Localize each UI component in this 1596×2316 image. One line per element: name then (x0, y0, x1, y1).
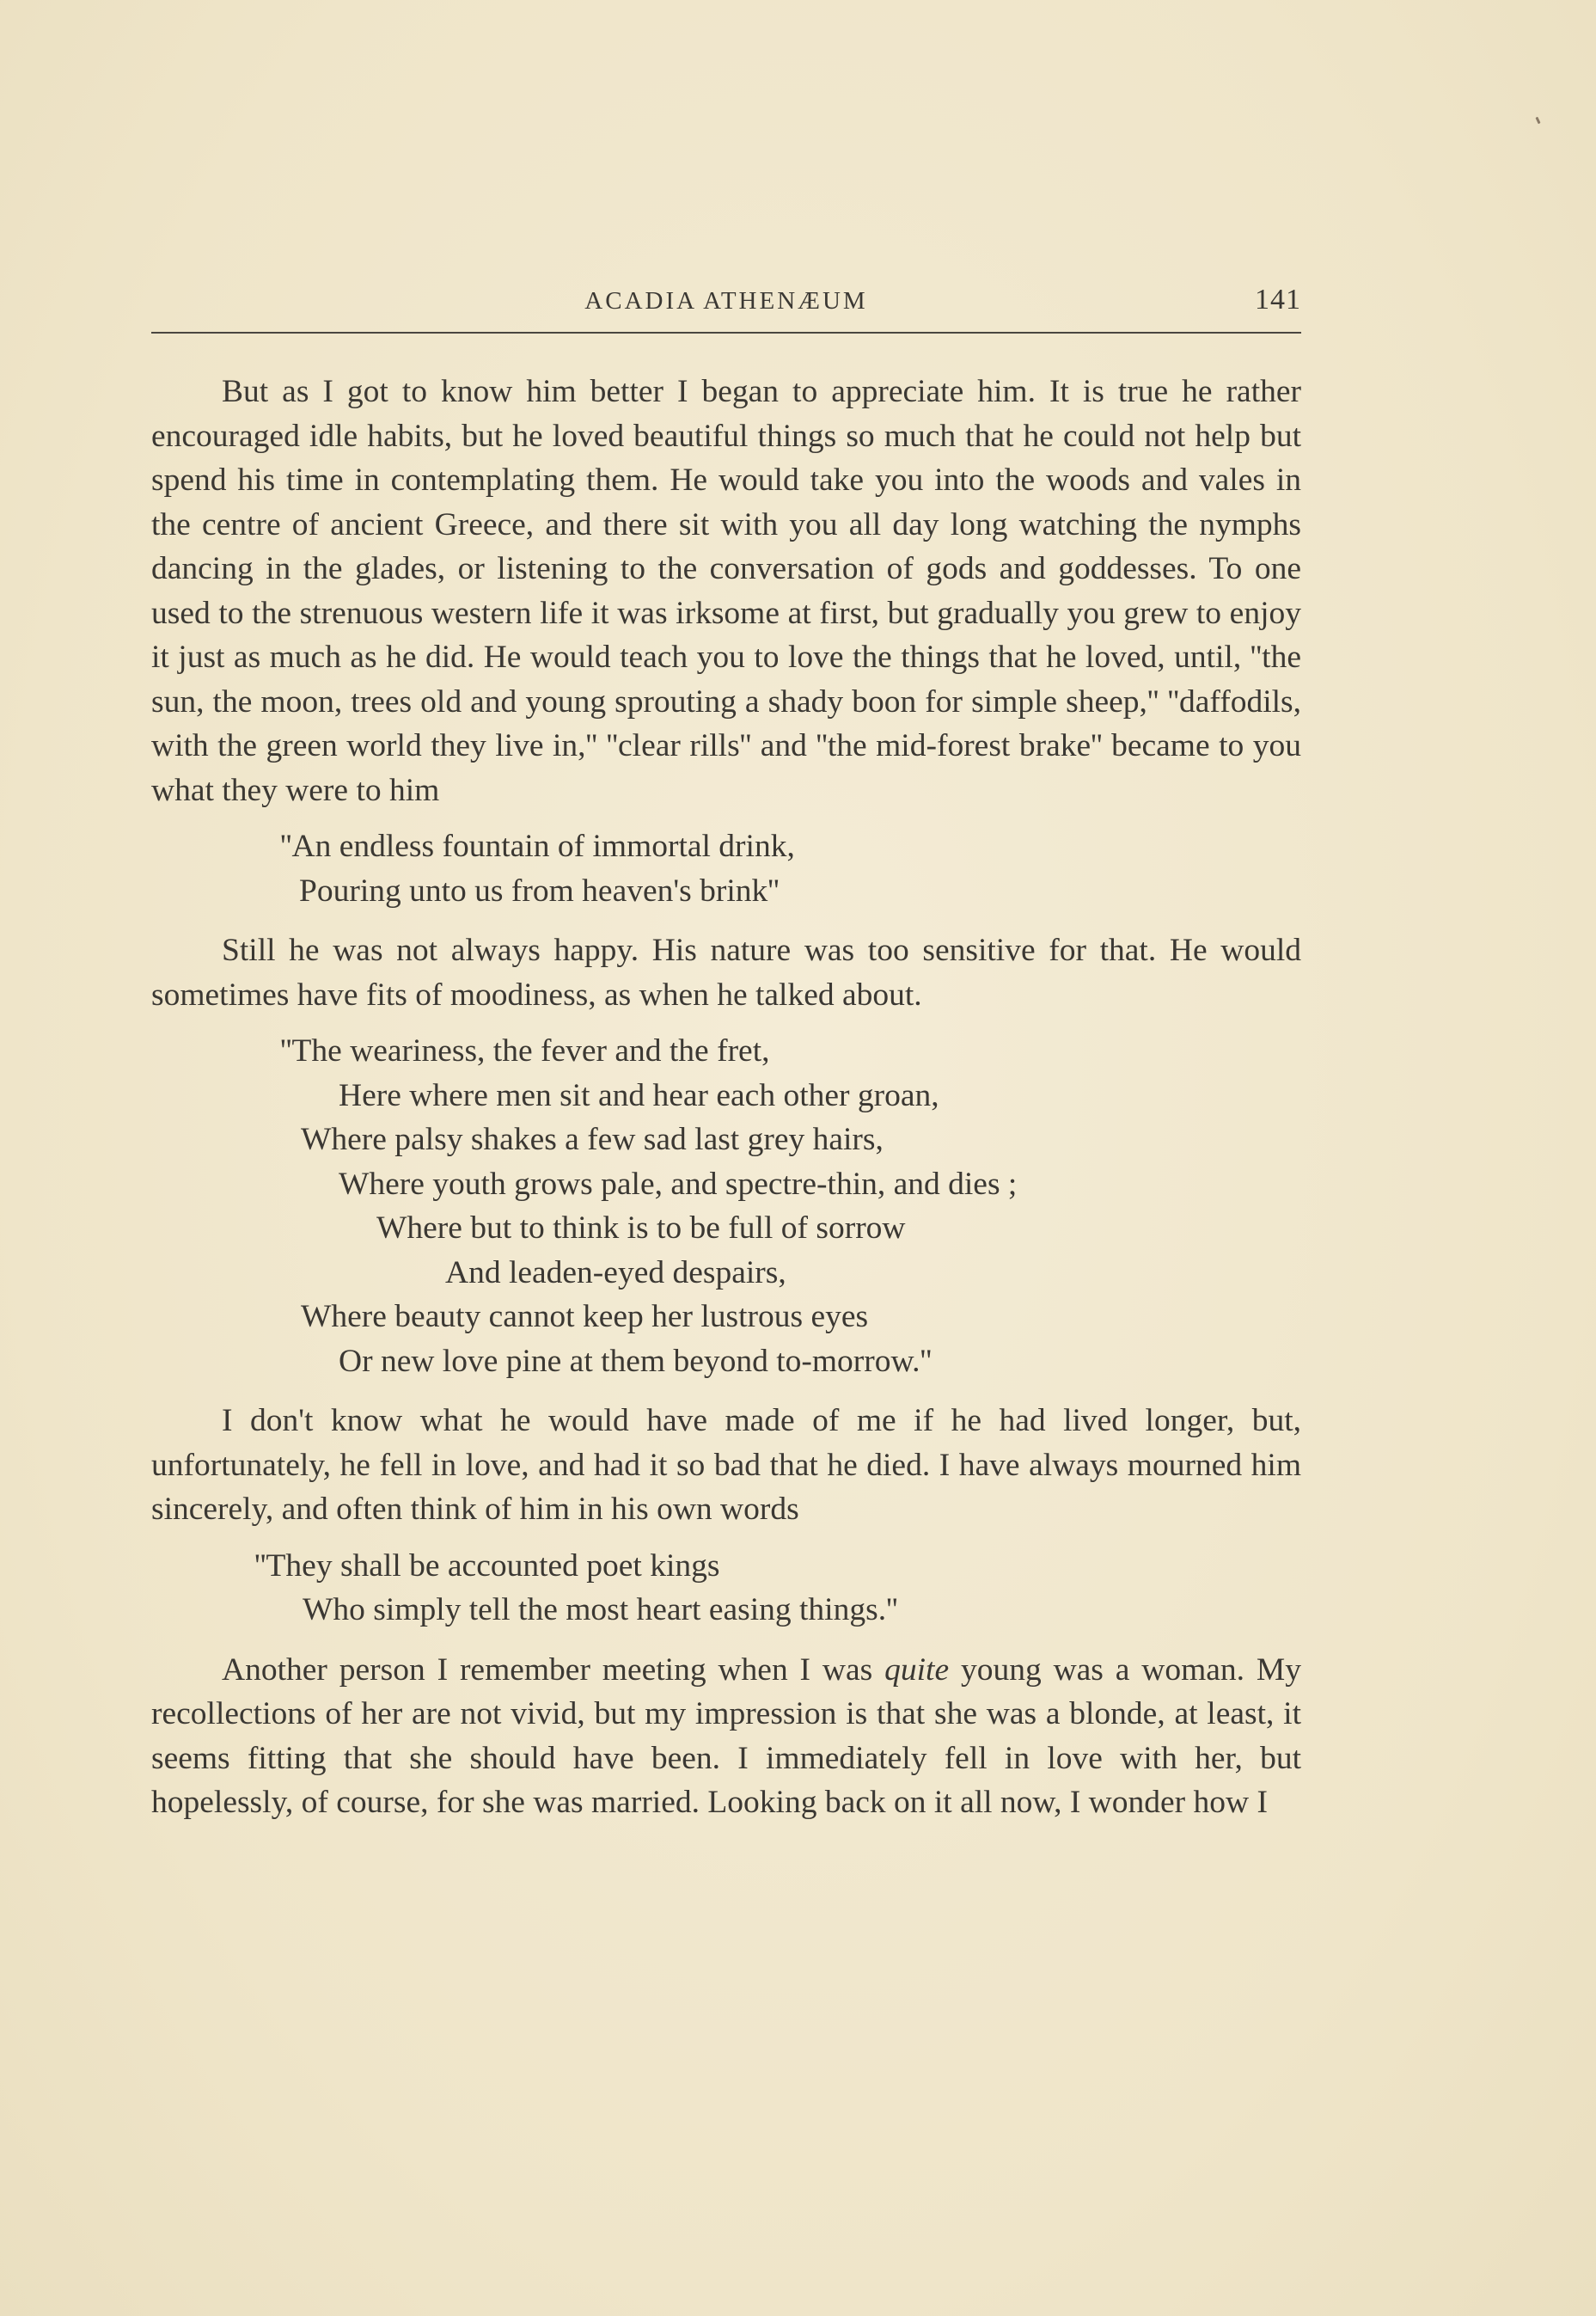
verse-line: Here where men sit and hear each other groan, (339, 1077, 939, 1113)
paper-speck (1535, 117, 1540, 125)
verse-line: And leaden-eyed despairs, (445, 1254, 786, 1290)
running-header (151, 275, 1301, 332)
header-rule (151, 332, 1301, 334)
journal-title: ACADIA ATHENÆUM (584, 287, 868, 315)
verse-quote-1 (151, 824, 1301, 913)
paragraph-4-italic: quite (884, 1651, 950, 1688)
verse-quote-2 (151, 1029, 1301, 1383)
page-number: 141 (1255, 284, 1301, 316)
verse-line: ''The weariness, the fever and the fret, (280, 1033, 770, 1069)
verse-line: Where beauty cannot keep her lustrous eyes (301, 1299, 869, 1334)
verse-line: Where but to think is to be full of sorrow (376, 1210, 906, 1246)
paragraph-4-text-a: Another person I remember meeting when I was (222, 1651, 885, 1688)
paragraph-3: I don't know what he would have made of me if he had lived longer, but, unfortunately, he fell in love, and had it so bad that he died. I have always mourned him sincerely, and often think of him in his own words (151, 1403, 1301, 1527)
verse-line: ''They shall be accounted poet kings (254, 1547, 720, 1584)
verse-line: Pouring unto us from heaven's brink'' (299, 873, 780, 909)
page-content (151, 275, 1301, 1825)
verse-line: Where palsy shakes a few sad last grey hairs, (301, 1122, 884, 1157)
paragraph-4 (151, 1648, 1301, 1825)
verse-quote-3 (151, 1544, 1301, 1633)
verse-line: Or new love pine at them beyond to-morrow.'' (339, 1343, 933, 1379)
paragraph-2: Still he was not always happy. His nature was too sensitive for that. He would sometimes have fits of moodiness, as when he talked about. (151, 933, 1301, 1013)
verse-line: Who simply tell the most heart easing things.'' (303, 1592, 898, 1627)
verse-line: Where youth grows pale, and spectre-thin, and dies ; (339, 1166, 1018, 1202)
paragraph-4-text-b: young was a woman. My recollections of her are not vivid, but my impression is that she was a blonde, at least, it seems fitting that she should have been. I immediately fell in love with her, but hopelessly, of course, for she was married. Looking back on it all now, I wonder how I (151, 1651, 1302, 1820)
verse-line: ''An endless fountain of immortal drink, (280, 829, 795, 864)
paragraph-1: But as I got to know him better I began to appreciate him. It is true he rather encouraged idle habits, but he loved beautiful things so much that he could not help but spend his time in contemplating them. He would take you into the woods and vales in the centre of ancient Greece, and there sit with you all day long watching the nymphs dancing in the glades, or listening to the conversation of gods and goddesses. To one used to the strenuous western life it was irksome at first, but gradually you grew to enjoy it just as much as he did. He would teach you to love the things that he loved, until, ''the sun, the moon, trees old and young sprouting a shady boon for simple sheep,'' ''daffodils, with the green world they live in,'' ''clear rills'' and ''the mid-forest brake'' became to you what they were to him (151, 374, 1301, 808)
